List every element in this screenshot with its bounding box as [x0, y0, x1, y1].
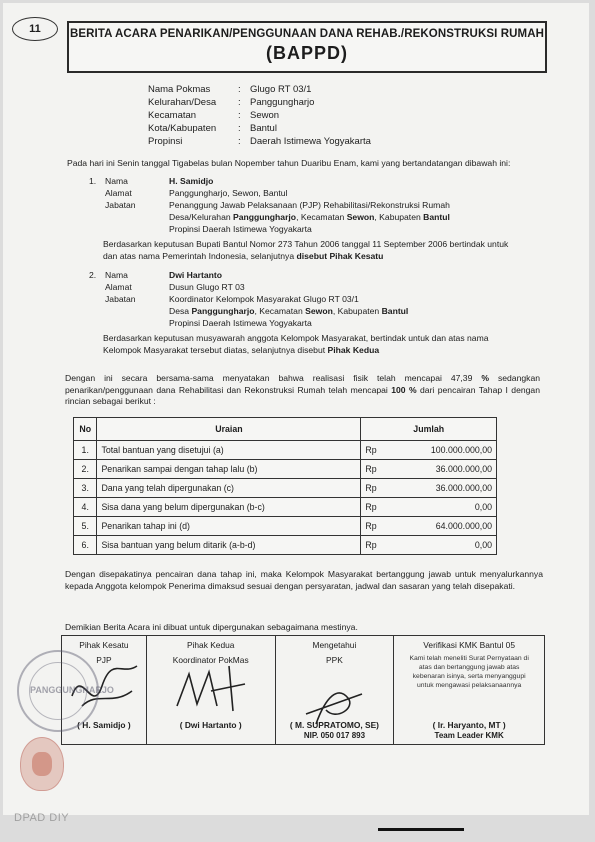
party-position: Penanggung Jawab Pelaksanaan (PJP) Rehabilitasi/Rekonstruksi Rumah [169, 200, 450, 210]
party-decree: Berdasarkan keputusan musyawarah anggota Kelompok Masyarakat, bertindak untuk dan atas nama Kelompok Masyarakat tersebut diatas, selanjutnya disebut Pihak Kedua [103, 333, 489, 355]
party-position: Koordinator Kelompok Masyarakat Glugo RT 03/1 [169, 294, 359, 304]
field-value: Glugo RT 03/1 [250, 84, 312, 95]
signature-verification [394, 636, 544, 744]
signer-subrole: PJP [96, 655, 112, 665]
table-row: 4. Sisa dana yang belum dipergunakan (b-c) Rp 0,00 [74, 498, 497, 517]
field-row: Kota/Kabupaten : Bantul [148, 123, 277, 134]
party-number: 2. [89, 270, 97, 280]
party-address: Dusun Glugo RT 03 [169, 282, 245, 292]
signer-name: ( Dwi Hartanto ) [179, 720, 242, 730]
party-designation: Pihak Kedua [327, 345, 380, 355]
field-row: Kecamatan : Sewon [148, 110, 280, 121]
government-seal-icon [20, 737, 64, 791]
party-position-location: Desa/Kelurahan Panggungharjo, Kecamatan Sewon, Kabupaten Bantul [169, 212, 450, 222]
table-row: 2. Penarikan sampai dengan tahap lalu (b) Rp 36.000.000,00 [74, 460, 497, 479]
position-label: Jabatan [105, 200, 136, 210]
party-two [89, 269, 549, 356]
field-row: Kelurahan/Desa : Panggungharjo [148, 97, 315, 108]
signer-name: ( Ir. Haryanto, MT ) [432, 720, 506, 730]
position-label: Jabatan [105, 294, 136, 304]
table-row: 1. Total bantuan yang disetujui (a) Rp 100.000.000,00 [74, 441, 497, 460]
field-label: Kelurahan/Desa [148, 97, 217, 108]
table-row: 5. Penarikan tahap ini (d) Rp 64.000.000,00 [74, 517, 497, 536]
table-header-row [74, 418, 497, 441]
field-label: Propinsi [148, 136, 183, 147]
name-label: Nama [105, 176, 128, 186]
table-row: 6. Sisa bantuan yang belum ditarik (a-b-d) Rp 0,00 [74, 536, 497, 555]
intro-paragraph: Pada hari ini Senin tanggal Tigabelas bulan Nopember tahun Duaribu Enam, kami yang bertandatangan dibawah ini: [67, 158, 511, 168]
party-name: Dwi Hartanto [169, 270, 222, 280]
document-title: BERITA ACARA PENARIKAN/PENGGUNAAN DANA REHAB./REKONSTRUKSI RUMAH [69, 28, 545, 40]
party-designation: disebut Pihak Kesatu [296, 251, 384, 261]
agreement-paragraph: Dengan ini secara bersama-sama menyatakan bahwa realisasi fisik telah mencapai 47,39 % sedangkan penarikan/penggunaan dana Rehabilitasi dan Rekonstruksi Rumah telah mencapai 100 % dari pencairan Tahap I dengan rincian sebagai berikut : [65, 373, 541, 406]
field-value: Bantul [250, 123, 277, 134]
party-name: H. Samidjo [169, 176, 214, 186]
signer-subrole: Koordinator PokMas [172, 655, 249, 665]
signer-role: Pihak Kesatu [79, 640, 129, 650]
signer-title: Team Leader KMK [434, 731, 504, 740]
signature-block [61, 635, 545, 745]
signer-subrole: PPK [326, 655, 343, 665]
field-label: Nama Pokmas [148, 84, 211, 95]
party-one [89, 175, 549, 262]
party-address: Panggungharjo, Sewon, Bantul [169, 188, 288, 198]
signer-role: Pihak Kedua [186, 640, 235, 650]
signer-nip: NIP. 050 017 893 [303, 731, 366, 740]
signer-role: Mengetahui [312, 640, 357, 650]
field-row: Nama Pokmas : Glugo RT 03/1 [148, 84, 312, 95]
column-header-description: Uraian [97, 418, 361, 441]
party-position-location: Desa Panggungharjo, Kecamatan Sewon, Kabupaten Bantul [169, 306, 409, 316]
signer-name: ( M. SUPRATOMO, SE) [289, 720, 379, 730]
column-header-amount: Jumlah [361, 418, 497, 441]
verification-statement: Kami telah meneliti Surat Pernyataan di atas dan bertanggung jawab atas kebenaran isinya, serta menyanggupi untuk mengawasi pelaksanaannya [409, 655, 529, 689]
field-value: Panggungharjo [250, 97, 315, 108]
column-header-no: No [74, 418, 97, 441]
archive-watermark: DPAD DIY [14, 812, 70, 824]
scan-edge-bar [378, 828, 464, 831]
signer-name: ( H. Samidjo ) [77, 720, 131, 730]
address-label: Alamat [105, 282, 132, 292]
fund-details-table [73, 417, 497, 555]
name-label: Nama [105, 270, 128, 280]
field-label: Kota/Kabupaten [148, 123, 217, 134]
document-title-box [67, 21, 547, 73]
party-province: Propinsi Daerah Istimewa Yogyakarta [169, 224, 312, 234]
table-row: 3. Dana yang telah dipergunakan (c) Rp 36.000.000,00 [74, 479, 497, 498]
party-number: 1. [89, 176, 97, 186]
stamp-text: PANGGUNGHARJO [29, 662, 87, 720]
document-page [3, 3, 589, 815]
field-value: Daerah Istimewa Yogyakarta [250, 136, 371, 147]
page-number-mark: 11 [12, 17, 58, 41]
address-label: Alamat [105, 188, 132, 198]
final-statement: Demikian Berita Acara ini dibuat untuk dipergunakan sebagaimana mestinya. [65, 622, 358, 632]
party-decree: Berdasarkan keputusan Bupati Bantul Nomor 273 Tahun 2006 tanggal 11 September 2006 bertindak untuk dan atas nama Pemerintah Indonesia, selanjutnya disebut Pihak Kesatu [103, 239, 509, 261]
field-value: Sewon [250, 110, 280, 121]
document-title-abbreviation: (BAPPD) [266, 43, 348, 63]
party-province: Propinsi Daerah Istimewa Yogyakarta [169, 318, 312, 328]
signature-ppk [276, 636, 395, 744]
field-label: Kecamatan [148, 110, 197, 121]
signer-role: Verifikasi KMK Bantul 05 [423, 640, 515, 650]
header-fields [148, 83, 371, 148]
closing-paragraph: Dengan disepakatinya pencairan dana tahap ini, maka Kelompok Masyarakat bertanggung jawab untuk menyalurkannya kepada Anggota kelompok Penerima dimaksud sesuai dengan persyaratan, jadwal dan sasaran yang telah disepakati. [65, 569, 543, 591]
field-row: Propinsi : Daerah Istimewa Yogyakarta [148, 136, 371, 147]
signature-party-two [147, 636, 276, 744]
